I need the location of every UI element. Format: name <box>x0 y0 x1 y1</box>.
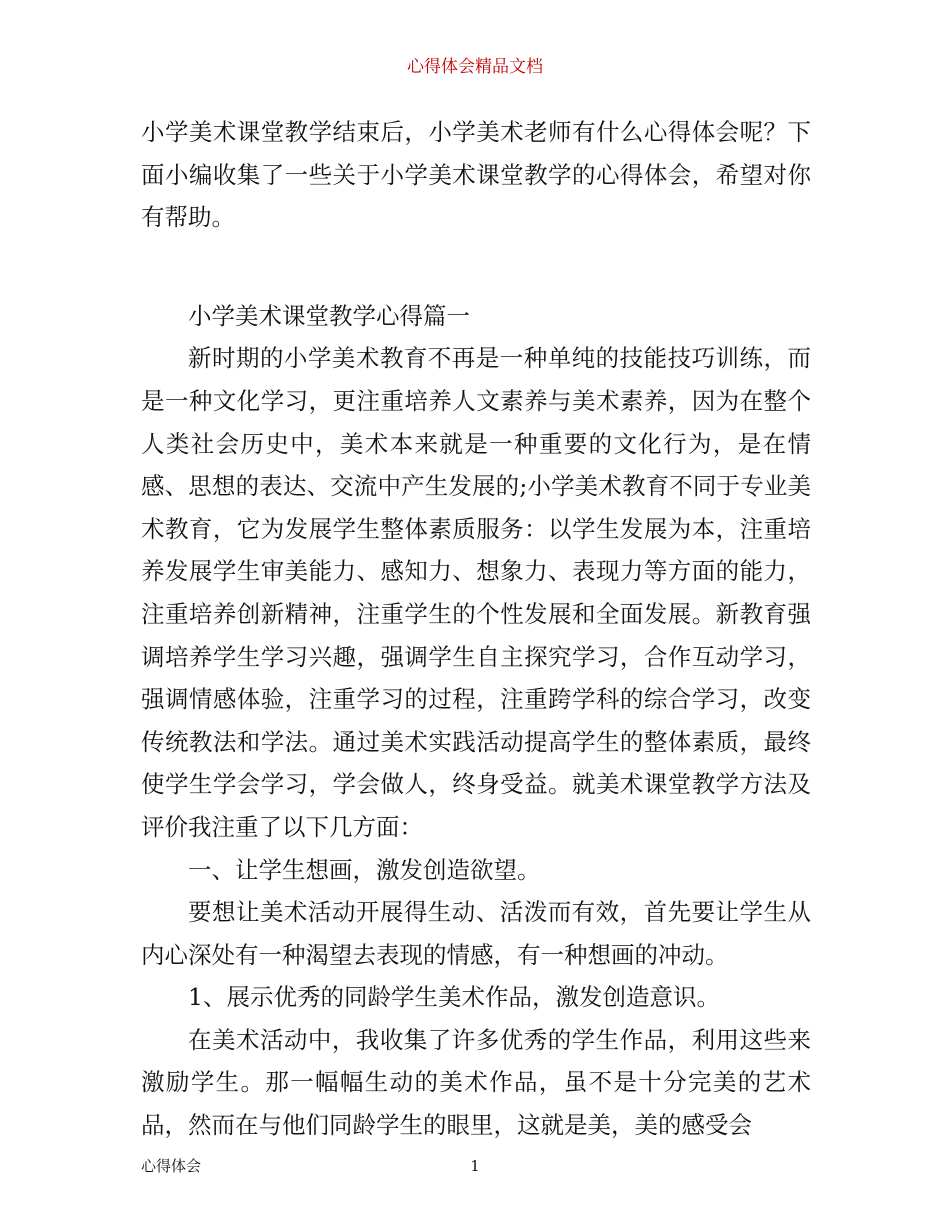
body-paragraph: 要想让美术活动开展得生动、活泼而有效，首先要让学生从内心深处有一种渴望去表现的情感，有一种想画的冲动。 <box>141 898 811 969</box>
body-paragraph: 1、展示优秀的同龄学生美术作品，激发创造意识。 <box>188 983 720 1012</box>
section-title: 小学美术课堂教学心得篇一 <box>188 301 470 330</box>
body-paragraph: 一、让学生想画，激发创造欲望。 <box>188 855 541 884</box>
footer-label: 心得体会 <box>141 1157 202 1175</box>
body-paragraph: 新时期的小学美术教育不再是一种单纯的技能技巧训练，而是一种文化学习，更注重培养人文素养与美术素养，因为在整个人类社会历史中，美术本来就是一种重要的文化行为，是在情感、思想的表达、交流中产生发展的;小学美术教育不同于专业美术教育，它为发展学生整体素质服务：以学生发展为本，注重培养发展学生审美能力、感知力、想象力、表现力等方面的能力，注重培养创新精神，注重学生的个性发展和全面发展。新教育强调培养学生学习兴趣，强调学生自主探究学习，合作互动学习，强调情感体验，注重学习的过程，注重跨学科的综合学习，改变传统教法和学法。通过美术实践活动提高学生的整体素质，最终使学生学会学习，学会做人，终身受益。就美术课堂教学方法及评价我注重了以下几方面： <box>141 344 811 841</box>
intro-paragraph: 小学美术课堂教学结束后，小学美术老师有什么心得体会呢？下面小编收集了一些关于小学美术课堂教学的心得体会，希望对你有帮助。 <box>141 118 811 232</box>
body-paragraph: 在美术活动中，我收集了许多优秀的学生作品，利用这些来激励学生。那一幅幅生动的美术作品，虽不是十分完美的艺术品，然而在与他们同龄学生的眼里，这就是美，美的感受会 <box>141 1025 811 1140</box>
page-number: 1 <box>470 1157 480 1175</box>
document-header-title: 心得体会精品文档 <box>407 57 543 77</box>
document-body <box>141 111 811 1147</box>
